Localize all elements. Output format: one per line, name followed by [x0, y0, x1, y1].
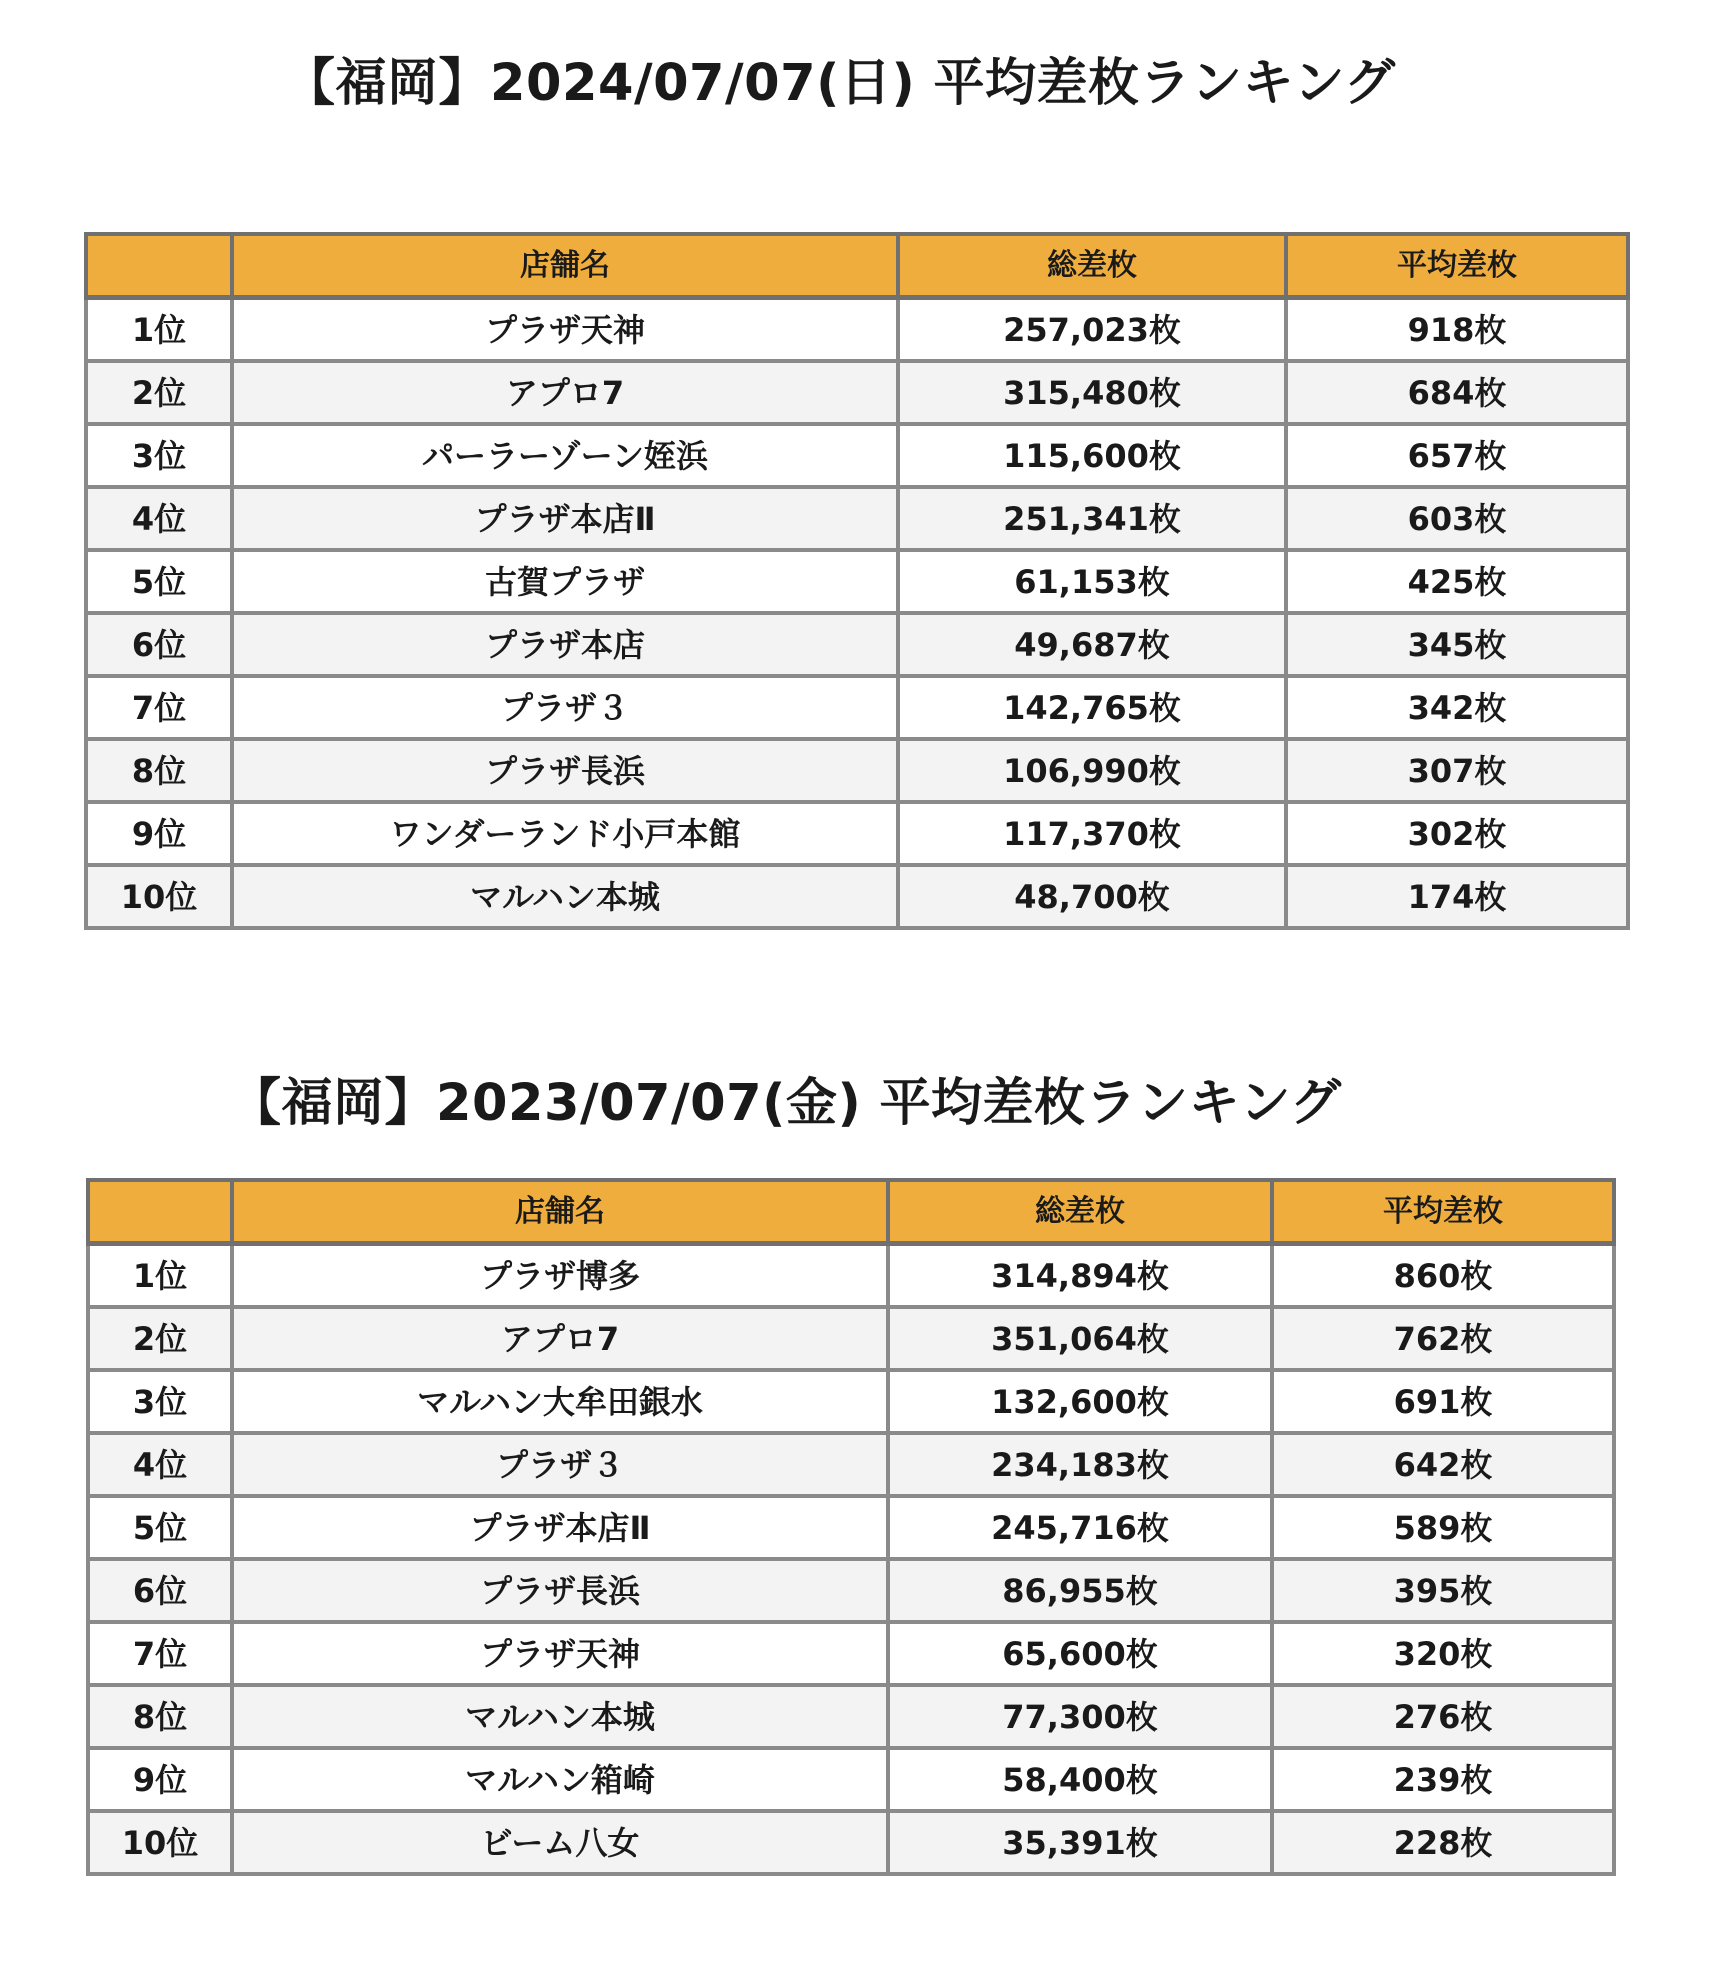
total-cell: 58,400枚: [888, 1748, 1272, 1811]
header-rank: [88, 1180, 232, 1244]
rank-cell: 4位: [86, 487, 232, 550]
rank-cell: 1位: [88, 1244, 232, 1308]
total-cell: 61,153枚: [898, 550, 1286, 613]
header-total-diff: 総差枚: [898, 234, 1286, 298]
total-cell: 117,370枚: [898, 802, 1286, 865]
store-cell: ビーム八女: [232, 1811, 888, 1874]
total-cell: 234,183枚: [888, 1433, 1272, 1496]
ranking-table-2023: [86, 1178, 1616, 1876]
avg-cell: 307枚: [1286, 739, 1628, 802]
store-cell: プラザ３: [232, 676, 898, 739]
avg-cell: 762枚: [1272, 1307, 1614, 1370]
avg-cell: 684枚: [1286, 361, 1628, 424]
total-cell: 49,687枚: [898, 613, 1286, 676]
rank-cell: 6位: [88, 1559, 232, 1622]
table-header-row: [86, 234, 1628, 298]
table-row: [86, 487, 1628, 550]
table-row: [86, 298, 1628, 362]
avg-cell: 860枚: [1272, 1244, 1614, 1308]
avg-cell: 174枚: [1286, 865, 1628, 928]
table-row: [88, 1748, 1614, 1811]
avg-cell: 657枚: [1286, 424, 1628, 487]
store-cell: プラザ３: [232, 1433, 888, 1496]
ranking-table-2024: [84, 232, 1630, 930]
total-cell: 315,480枚: [898, 361, 1286, 424]
table-header-row: [88, 1180, 1614, 1244]
table-row: [86, 424, 1628, 487]
header-total-diff: 総差枚: [888, 1180, 1272, 1244]
total-cell: 115,600枚: [898, 424, 1286, 487]
rank-cell: 5位: [86, 550, 232, 613]
store-cell: プラザ天神: [232, 1622, 888, 1685]
rank-cell: 10位: [88, 1811, 232, 1874]
header-avg-diff: 平均差枚: [1286, 234, 1628, 298]
store-cell: マルハン本城: [232, 1685, 888, 1748]
rank-cell: 7位: [86, 676, 232, 739]
ranking-title-2024: 【福岡】2024/07/07(日) 平均差枚ランキング: [284, 54, 1396, 113]
total-cell: 314,894枚: [888, 1244, 1272, 1308]
header-avg-diff: 平均差枚: [1272, 1180, 1614, 1244]
header-store-name: 店舗名: [232, 1180, 888, 1244]
table-row: [88, 1244, 1614, 1308]
rank-cell: 10位: [86, 865, 232, 928]
rank-cell: 9位: [86, 802, 232, 865]
table-row: [88, 1685, 1614, 1748]
avg-cell: 228枚: [1272, 1811, 1614, 1874]
avg-cell: 425枚: [1286, 550, 1628, 613]
header-rank: [86, 234, 232, 298]
store-cell: マルハン本城: [232, 865, 898, 928]
rank-cell: 6位: [86, 613, 232, 676]
store-cell: マルハン大牟田銀水: [232, 1370, 888, 1433]
rank-cell: 8位: [86, 739, 232, 802]
rank-cell: 4位: [88, 1433, 232, 1496]
table-row: [88, 1496, 1614, 1559]
total-cell: 251,341枚: [898, 487, 1286, 550]
store-cell: プラザ長浜: [232, 739, 898, 802]
avg-cell: 276枚: [1272, 1685, 1614, 1748]
avg-cell: 642枚: [1272, 1433, 1614, 1496]
total-cell: 245,716枚: [888, 1496, 1272, 1559]
total-cell: 35,391枚: [888, 1811, 1272, 1874]
table-row: [86, 550, 1628, 613]
table-row: [88, 1559, 1614, 1622]
avg-cell: 320枚: [1272, 1622, 1614, 1685]
table-row: [88, 1811, 1614, 1874]
rank-cell: 3位: [86, 424, 232, 487]
avg-cell: 589枚: [1272, 1496, 1614, 1559]
table-row: [86, 865, 1628, 928]
store-cell: プラザ本店Ⅱ: [232, 1496, 888, 1559]
rank-cell: 1位: [86, 298, 232, 362]
header-store-name: 店舗名: [232, 234, 898, 298]
table-row: [86, 739, 1628, 802]
rank-cell: 3位: [88, 1370, 232, 1433]
total-cell: 132,600枚: [888, 1370, 1272, 1433]
store-cell: 古賀プラザ: [232, 550, 898, 613]
avg-cell: 603枚: [1286, 487, 1628, 550]
rank-cell: 2位: [88, 1307, 232, 1370]
table-row: [88, 1622, 1614, 1685]
rank-cell: 9位: [88, 1748, 232, 1811]
ranking-title-2023: 【福岡】2023/07/07(金) 平均差枚ランキング: [230, 1074, 1342, 1133]
total-cell: 48,700枚: [898, 865, 1286, 928]
avg-cell: 302枚: [1286, 802, 1628, 865]
store-cell: プラザ本店: [232, 613, 898, 676]
table-row: [86, 676, 1628, 739]
avg-cell: 239枚: [1272, 1748, 1614, 1811]
avg-cell: 691枚: [1272, 1370, 1614, 1433]
store-cell: プラザ長浜: [232, 1559, 888, 1622]
avg-cell: 345枚: [1286, 613, 1628, 676]
store-cell: プラザ博多: [232, 1244, 888, 1308]
table-row: [86, 361, 1628, 424]
table-row: [88, 1370, 1614, 1433]
table-row: [88, 1433, 1614, 1496]
total-cell: 86,955枚: [888, 1559, 1272, 1622]
rank-cell: 5位: [88, 1496, 232, 1559]
store-cell: プラザ天神: [232, 298, 898, 362]
store-cell: ワンダーランド小戸本館: [232, 802, 898, 865]
store-cell: マルハン箱崎: [232, 1748, 888, 1811]
avg-cell: 395枚: [1272, 1559, 1614, 1622]
table-row: [88, 1307, 1614, 1370]
total-cell: 351,064枚: [888, 1307, 1272, 1370]
rank-cell: 7位: [88, 1622, 232, 1685]
total-cell: 142,765枚: [898, 676, 1286, 739]
total-cell: 77,300枚: [888, 1685, 1272, 1748]
avg-cell: 918枚: [1286, 298, 1628, 362]
total-cell: 65,600枚: [888, 1622, 1272, 1685]
rank-cell: 2位: [86, 361, 232, 424]
store-cell: プラザ本店Ⅱ: [232, 487, 898, 550]
total-cell: 257,023枚: [898, 298, 1286, 362]
store-cell: アプロ7: [232, 361, 898, 424]
table-row: [86, 613, 1628, 676]
store-cell: アプロ7: [232, 1307, 888, 1370]
rank-cell: 8位: [88, 1685, 232, 1748]
store-cell: パーラーゾーン姪浜: [232, 424, 898, 487]
avg-cell: 342枚: [1286, 676, 1628, 739]
total-cell: 106,990枚: [898, 739, 1286, 802]
table-row: [86, 802, 1628, 865]
